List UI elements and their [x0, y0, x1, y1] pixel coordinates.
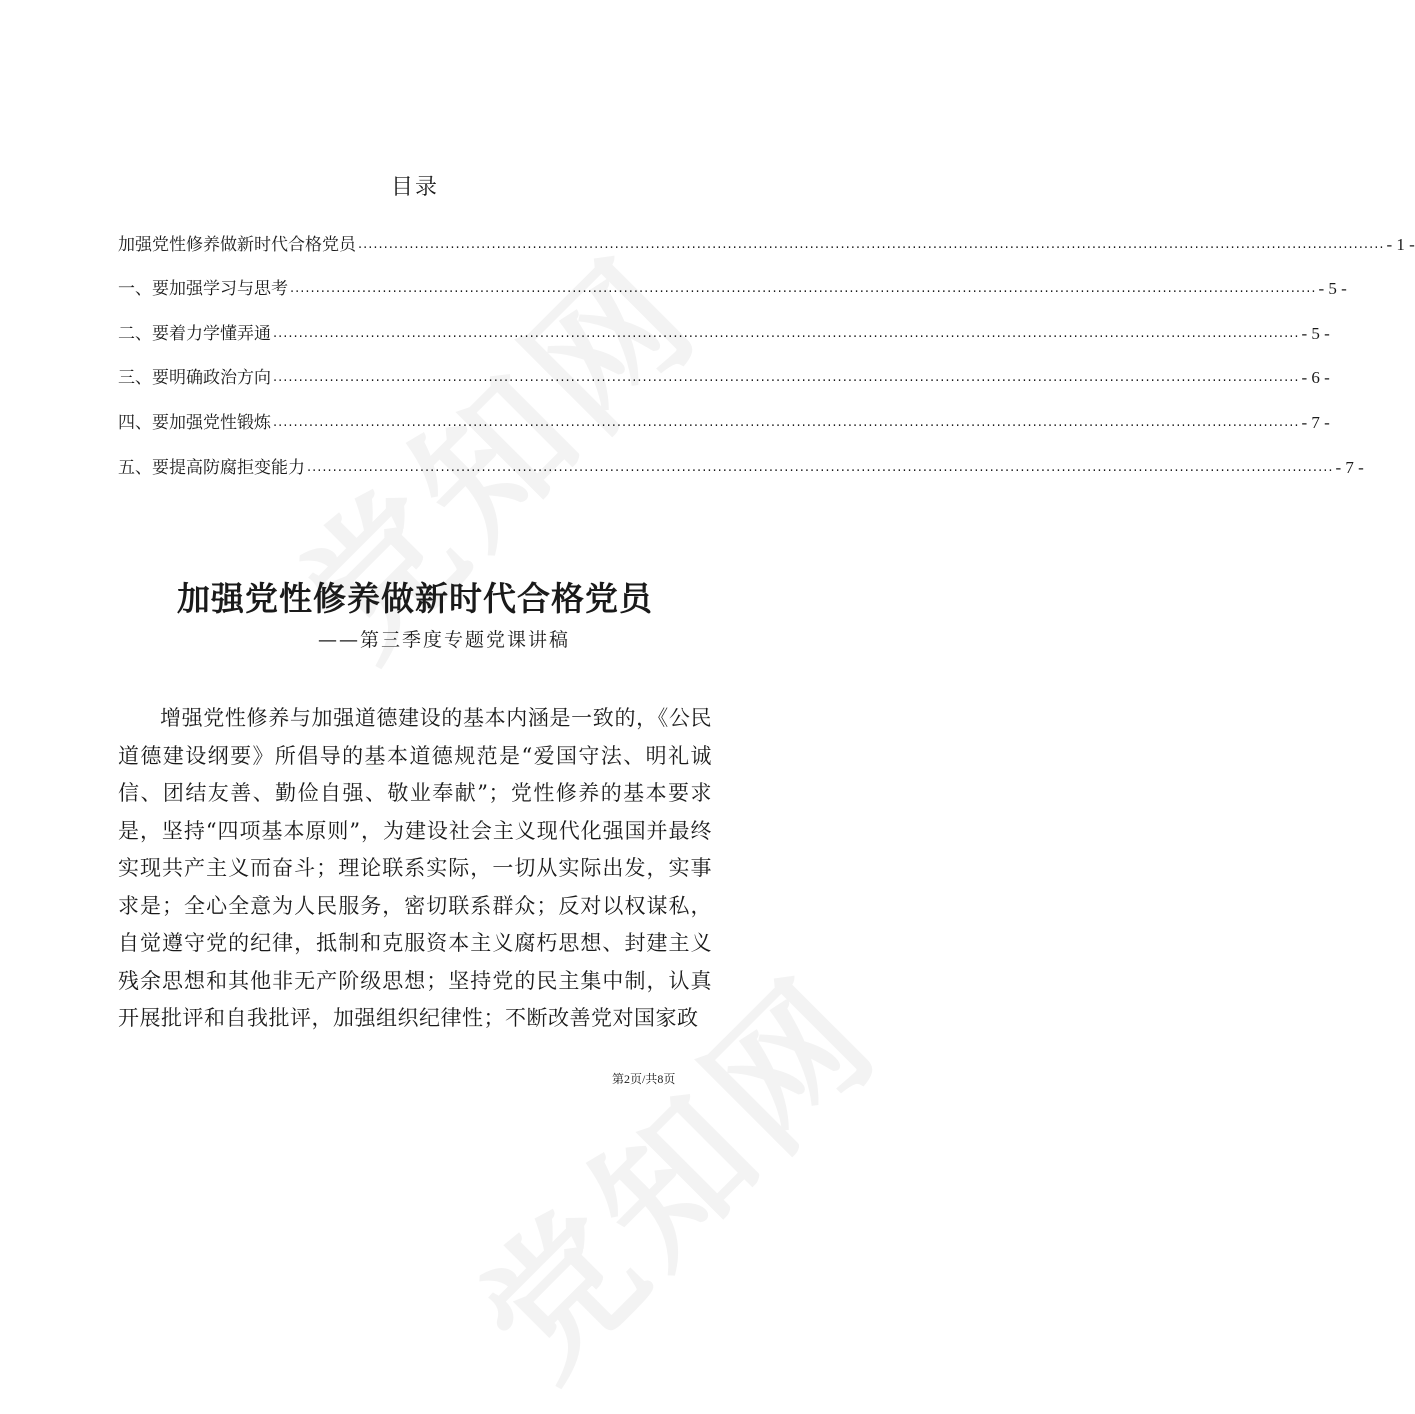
toc-item[interactable] [118, 344, 1330, 389]
article-subtitle: ——第三季度专题党课讲稿 [318, 629, 571, 651]
toc-item[interactable] [118, 210, 1415, 255]
table-of-contents [118, 210, 1415, 478]
article-title: 加强党性修养做新时代合格党员 [177, 579, 653, 618]
toc-item-page: - 5 - [1301, 323, 1330, 343]
toc-item-page: - 1 - [1386, 234, 1415, 254]
toc-item-page: - 6 - [1301, 368, 1330, 388]
toc-leader: ........................................................................................................................................................................................................ [290, 281, 1317, 297]
toc-leader: ........................................................................................................................................................................................................ [273, 325, 1300, 341]
toc-item[interactable] [118, 299, 1330, 344]
toc-item-label: 四、要加强党性锻炼 [118, 412, 271, 433]
toc-item[interactable] [118, 388, 1330, 433]
toc-item-label: 二、要着力学懂弄通 [118, 323, 271, 344]
toc-item-label: 五、要提高防腐拒变能力 [118, 457, 305, 478]
toc-item-page: - 5 - [1318, 279, 1347, 299]
toc-leader: ........................................................................................................................................................................................................ [273, 414, 1300, 430]
toc-leader: ........................................................................................................................................................................................................ [358, 236, 1385, 252]
toc-item-label: 加强党性修养做新时代合格党员 [118, 234, 356, 255]
toc-item-page: - 7 - [1335, 457, 1364, 477]
toc-item[interactable] [118, 433, 1364, 478]
article-paragraph: 增强党性修养与加强道德建设的基本内涵是一致的，《公民道德建设纲要》所倡导的基本道德规范是“爱国守法、明礼诚信、团结友善、勤俭自强、敬业奉献”；党性修养的基本要求是，坚持“四项基本原则”，为建设社会主义现代化强国并最终实现共产主义而奋斗；理论联系实际，一切从实际出发，实事求是；全心全意为人民服务，密切联系群众；反对以权谋私，自觉遵守党的纪律，抵制和克服资本主义腐朽思想、封建主义残余思想和其他非无产阶级思想；坚持党的民主集中制，认真开展批评和自我批评，加强组织纪律性；不断改善党对国家政 [118, 706, 712, 1030]
toc-item[interactable] [118, 255, 1347, 300]
toc-title: 目录 [390, 175, 439, 200]
toc-item-label: 一、要加强学习与思考 [118, 279, 288, 300]
toc-leader: ........................................................................................................................................................................................................ [307, 459, 1334, 475]
toc-leader: ........................................................................................................................................................................................................ [273, 370, 1300, 386]
page-number: 第2页/共8页 [612, 1072, 676, 1086]
toc-item-label: 三、要明确政治方向 [118, 368, 271, 389]
toc-item-page: - 7 - [1301, 412, 1330, 432]
